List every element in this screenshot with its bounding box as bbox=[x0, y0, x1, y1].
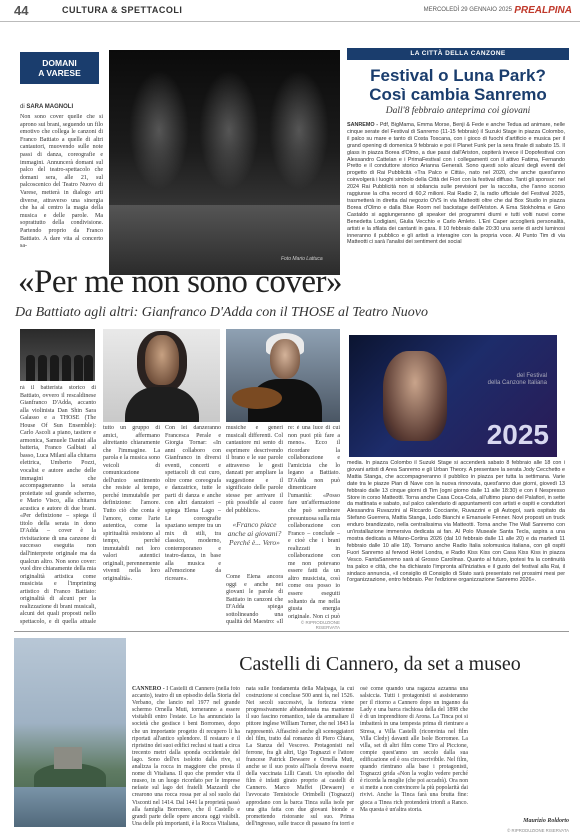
band-member bbox=[62, 355, 71, 381]
portrait-face bbox=[145, 335, 179, 385]
article-column-1: rà il batterista storico di Battiato, ovvero il rescaldinese Gianfranco D'Adda, accanto alla violinista Dan Shin Sara Galasso e a THOSE (The House Of Sun Ensemble): Carlo Ascoli a piano, tastiere e armonica, Samuele Danini alla batteria, Franco Galbiati al basso, Luca Milani alla chitarra elettrica, Umberto Pozzi, vocalist e autore anche delle immagini che accompagneranno la serata proiettate sul grande schermo, e Mario Visco, alla chitarra acustica e autore di due brani. «Per definizione – spiega il titolo della serata in dono D'Adda – cover è la rivisitazione di una canzone di successo eseguita non dall'interprete originale ma da qualcun altro. Non sono cover: vuol dire chiaramente della mia originalità artistica come musicista e l'imprinting artistico di Franco Battiato: originalità di alcuni per la realizzazione di brani musicali, alcuni dei quali proposti nello spettacolo, e di quella attuale bbox=[20, 385, 96, 625]
article-column-4b: Come Elena ancora oggi e anche nei giovani le parole di Battiato in canzoni che D'Adda spiega sottolineando una qualità del Maestro: «Il bbox=[226, 574, 283, 625]
page-number: 44 bbox=[14, 3, 29, 18]
band-member bbox=[38, 355, 47, 381]
stage-light bbox=[269, 70, 329, 190]
festival-poster-photo bbox=[349, 335, 557, 457]
poster-caption bbox=[488, 373, 547, 387]
sidebar-kicker: LA CITTÀ DELLA CANZONE bbox=[347, 48, 569, 60]
bottom-column-3: osé come quando una ragazza azzanna una salsiccia. Tutti i protagonisti si assisteranno per il ritorno a Cannero dopo un inganno da Lady e una barca rischiosa della del 1898 che è di un imprenditore di Arona. La Tinca poi si imbatterà in una tempesta prima di rientrare a Stresa, a Villa Castelli (riconvinta nel film Villa Cledy) davanti alle Isole Borromee. La villa, set di altri film come Tiro al Piccione, compie quest'anno un secolo dalla sua edificazione ed è ora circoscrivibile. Nel film, quando rientrano alla base i protagonisti, Tognazzi grida «Non la voglio vedere perché è ricorda la moglie (che poi accadrà). Ora non si mette a non convincere la più popolarità dai rivivi. Anche la Tinca farà una brutta fine: gioca a Tinea rich protenderà trionfi a Ranco. Ma questa è un'altra storia. bbox=[360, 686, 468, 813]
band-member bbox=[50, 355, 59, 381]
bottom-column-2: nata sulle fondamenta della Malpaga, la cui costruzione si concluse 500 anni fa, nel 1526. Nei secoli successivi, la fortezza viene progressivamente abbandonata ma mantenne il suo fascino romantico, tale da ammaliare il pittore inglese William Turner, che nel 1843 la rappresentò. Affascinò anche gli sceneggiatori del film, tratto dal romanzo di Piero Chiara, La Stanza del Vescovo. Protagonisti nel ferrone, fra gli altri, Ugo Tognazzi e l'attore francese Patrick Dewaere e Ornella Muti, anche se il suo posto all'Isola doveva essere della vaccinata Lilli Carati. Un episodio del film è infatti girato proprio ai castelli di Cannero. Marco Maffei (Dewaere) e l'avvocato Temistocle Orimbelli (Tognazzi) approdano con la barca Tinca sulla isole per una gita fatta con due giovani bionde e promettendo ristorante sul suo. Prima dell'ingresso, sulle tracce di passano fra torri e bbox=[246, 686, 354, 827]
brand-logo: PREALPINA bbox=[514, 5, 572, 16]
page-header bbox=[0, 0, 580, 22]
poster-caption-line-1: del Festival bbox=[516, 373, 547, 379]
badge-line-2: A VARESE bbox=[38, 68, 81, 78]
issue-date: MERCOLEDÌ 29 GENNAIO 2025 bbox=[423, 7, 512, 13]
concert-stage-photo bbox=[109, 50, 340, 275]
stage-light bbox=[199, 70, 259, 190]
castle-ruin bbox=[54, 747, 82, 769]
article-column-3: Con lei danzeranno Francesca Perale e Giorgia Tornar: «In anni collaboro con Gianfranco in diversi eventi, concerti e spettacoli di cui curo, oltre come coreografa e danzatrice, tutte le parti di danza e anche con altri danzatori – spiega Elena Lago – Le coreografie spaziano sempre tra un mix di stili, tra classico, moderno, contemporaneo e teatro-danza, in base alla musica e all'emozione da ricreare». bbox=[165, 425, 221, 582]
band-member bbox=[74, 355, 83, 381]
band-photo bbox=[20, 329, 95, 381]
byline-prefix: di bbox=[20, 104, 25, 110]
location-badge bbox=[20, 52, 99, 84]
article-column-5: re: è una luce di cui non puoi più fare a meno». Ecco il ricordare la collaborazione e l'amicizia che lo legano a Battiato. D'Adda non può dimenticare l'umanità: «Posso fare un'affermazione che può sembrare presuntuosa sulla mia collaborazione con Franco – conclude – e cioè che i brani realizzati in collaborazione con me non potevano essere fatti da un altro musicista, così come ora posso io essere eseguiti soltanto da me nella giusta energia originale. Non ci può bbox=[288, 425, 340, 619]
bottom-article-headline: Castelli di Cannero, da set a museo bbox=[239, 653, 521, 675]
article-column-4: musiche e generi musicali differenti. Col cantautore mi sento di esprimere descrivendo il brano e le sue parole attraverso le gesti danzati per ampliare la suggestione e il significato delle parole stesse per arrivare il più possibile al cuore del pubblico». bbox=[226, 425, 283, 515]
sidebar-body-top bbox=[347, 122, 565, 334]
sidebar-title-line-2: Così cambia Sanremo bbox=[369, 85, 547, 104]
bottom-text-1: I Castelli di Cannero (nella foto accanto), teatro di un episodio della Storia del Verbano, che lancio nel 1977 nel grande schermo Ornella Muti, torneranno a essere visitabili entro l'estate. Lo ha annunciato la società che gestisce i beni Borromeo, dopo che un importante progetto di recupero li ha riportati all'antico splendore. Il restauro e il ripristino dei suoi edifici reclusi si tuati a circa trecento metri dalla sponda occidentale del lago. Sono dell'ex isolotto dalla rive, si analizza la rocca in maggiore che presta il nome di Vitaliana. Il quo che prender vita il museo, in un luogo ricordato per le imprese nefaste sul lago dei fratelli Mazzardi che crearono una rocca rossa per al sol suolo dai Visconti nel 1414. Dal 1441 la proprietà passò alla famiglia Borromeo, che il Castello e grandi parte delle opere ancora oggi visibili. Una delle più importanti, è la Rocca Vitaliana, bbox=[132, 686, 240, 827]
sidebar-dateline: SANREMO - bbox=[347, 122, 379, 128]
byline bbox=[20, 104, 102, 110]
bottom-copyright: © RIPRODUZIONE RISERVATA bbox=[507, 828, 569, 833]
photo-credit: Foto Mario Lattuca bbox=[281, 256, 323, 262]
band-member bbox=[26, 355, 35, 381]
bottom-column-1 bbox=[132, 686, 240, 827]
badge-line-1: DOMANI bbox=[42, 58, 77, 68]
section-divider bbox=[14, 631, 569, 632]
sidebar-title-line-1: Festival o Luna Park? bbox=[370, 66, 546, 85]
bottom-signature: Maurizio Roldorto bbox=[523, 818, 569, 824]
portrait-photo-battiato bbox=[103, 329, 220, 422]
sidebar-text-1: Pdf, BigMama, Emma Morse, Benji & Fede e anche Tedua ad animare, nelle cinque serate del Festival di Sanremo (11-15 febbraio) il Suzuki Stage in piazza Colombo, il palco su mare e tanto di Costa Toscana, con i gioco di fuochi d'artificio e musica per il grand opening di domenica 9 febbraio e poi il Planet Funk per la sera finale di sabato 15. Il glass in piazza Borea d'Olmo, a due passi dall'Ariston, ospiterà invece il Dopofestival con Alessandro Cattelan e i PrimaFestival con i collegamenti con il attivo Fatima, Fernando Pretto e il conduttore storico Arianna Generali. Sono questi solo alcuni degli eventi del progetto di Rai Pubblicità «Tra Palco e Città», nato nel 2020, che anche quest'anno coinvolgerà i luoghi simbolo della Città dei Fiori con la festival diffuso. Tanti gli sponsor: nel 2024 Rai Pubblicità non si sbilancia sulle previsioni per la raccolta, che l'anno scorso raggiunse la cifra record di 60,2 milioni. Rai Radio 2, la radio ufficiale del Festival 2025, trasmetterà in diretta dal negozio OVS in via Matteotti oltre che dal Box Studio in piazza Borea d'Olmo e dalla Blue Room nel backstage dell'Ariston. A Ema Stokholma e Gino Castaldo si aggiungeranno gli speaker dei programmi diurni e tutti volti nuovi come Benedetta Lodigiani, Giulia Vecchio e Carlo Amleto. L'Eni Caper accoglierà personalità, artisti e la sfilata dei cantanti in gara. Il 10 febbraio dalle 20:30 una serie di archi luminosi inneranno il pubblico e gli artisti a interagire con la propria voce. Al Punto Tim di via Matteotti ci sarà l'analisi dei sentiment dei social bbox=[347, 122, 565, 246]
poster-portrait bbox=[383, 351, 447, 441]
lead-paragraph: Non sono cover quelle che si aprono sui brani, seguendo un filo emotivo che collega le canzoni di Franco Battiato a quelle di altri cantautori, muovendo sulle note passi di danza, coreografie e immagini. Annuncerà domani sul palco del teatro-spettacolo che domani sera, alle 21, sul palcoscenico del Teatro Nuovo di Varese, metterà in dialogo arti diverse, attraverso una sinergia che ha al centro la magia della musica e delle parole. Ma soprattutto della condivisione. Partendo proprio da Franco Battiato. A dare vita al concerto sa- bbox=[20, 114, 103, 250]
section-name: CULTURA & SPETTACOLI bbox=[62, 5, 183, 15]
castle-photo bbox=[14, 638, 126, 827]
stage-light bbox=[129, 70, 189, 190]
poster-year: 2025 bbox=[486, 419, 549, 450]
band-member bbox=[84, 355, 93, 381]
article-column-2: tutto un gruppo di amici, affermano altrettanto chiaramente che l'immagine. La parola e la musica sono veicoli di comunicazione dell'unico sentimento che resiste al tempo, perché immutabile per definizione: l'amore. Tutto ciò che conta è l'amore, come l'arte autentica, come la spiritualità resistono al tempo, perché immutabili nei loro valori autentici originali, perennemente viventi nella loro originalità». bbox=[103, 425, 160, 582]
sidebar-body-bottom: media. In piazza Colombo il Suzuki Stage si accenderà sabato 8 febbraio alle 18 con i giovani artisti di Area Sanremo e gli Urban Theory. A presentare la serata Jody Cecchetto e Mattia Stanga, che accompagneranno il pubblico in piazza per tutta la settimana. Varie date tra le piazze Pian di Nave con la nuova rinnovata, quest'anno due giorni, giovedì 13 febbraio dalle 13 cinque giorni di Tim (ogni giorno dalle 11 alle 18:30) e con il Nespresso Store in corso Matteotti. Torna anche Casa Coca-Cola, all'ultimo piano del Palafiori, in sette da mattinata e sabato, sul palco calendario di appuntamenti con artisti e ospiti e conduttori Alessandra Ruvazzini al Riccardo Cocciante, Ruvazzini e gli Autogol, sarà ospitato da Stefano Guerrera, Mattia Stanga, Lodo Bianchi e Emanuele Fenner. Novi proposti un truck enduro brandizzato, nella centralissima via Matteotti. Torna anche The Wall Sanremo con un'installazione immersiva dedicata ai fan. Al Polo Museale Santa Tecla, aspira a una mostra dedicata a Milano-Cortina 2026 (dal 10 febbraio dalle 11 alle 20) e da martedì 11 febbraio dalle 10 alle 18). Tornano anche Radio Italia solomusica italiana, con gli ospiti Fuori Sanremo al ferwod Hotel Londra, e Radio Kiss Kiss con Casa Kiss Kiss in piazza Vesco. FantaSanremo sarà al Grosso Carolinas. Quanto al futuro, ipotesi fra la continuità tra palco e città, che ha dichiarato l'impronta all'iniziativa e il gusto del festival alla Rai, il sindaco annuncia, «il consiglio di Consiglio di Stato sarà presentato nei prossimi mesi per l'organizzazione, entro febbraio. Per l'edizione organizzazione Sanremo 2026». bbox=[347, 460, 565, 584]
poster-caption-line-2: della Canzone Italiana bbox=[487, 380, 547, 386]
pull-quote: «Franco piace anche ai giovani? Perché è... Vero» bbox=[227, 520, 282, 547]
bottom-dateline: CANNERO - bbox=[132, 686, 165, 692]
article-subheadline: Da Battiato agli altri: Gianfranco D'Adda con il THOSE al Teatro Nuovo bbox=[15, 305, 429, 320]
portrait-body bbox=[125, 387, 199, 422]
byline-author: SARA MAGNOLI bbox=[26, 104, 74, 110]
portrait-photo-dadda bbox=[226, 329, 340, 422]
article-headline: «Per me non sono cover» bbox=[18, 264, 342, 300]
portrait-face bbox=[270, 339, 300, 379]
sidebar-title bbox=[347, 66, 569, 104]
guitar bbox=[232, 387, 282, 409]
lake-water bbox=[14, 787, 126, 827]
copyright-note: © RIPRODUZIONE RISERVATA bbox=[300, 620, 340, 630]
sidebar-subtitle: Dall'8 febbraio anteprima coi giovani bbox=[385, 106, 531, 116]
